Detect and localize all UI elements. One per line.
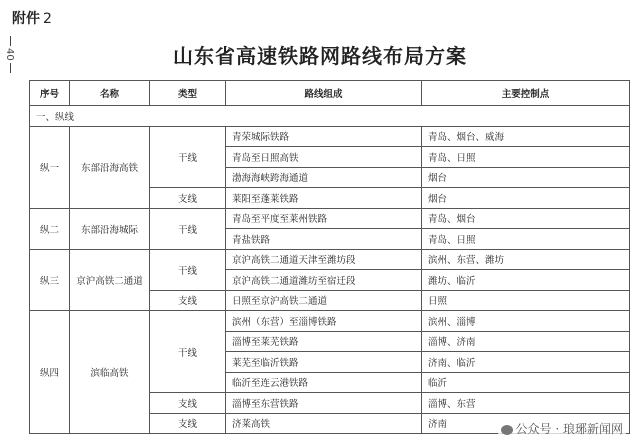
table-row bbox=[30, 311, 630, 332]
type-cell: 干线 bbox=[150, 208, 226, 249]
section-label: 一、纵线 bbox=[30, 106, 630, 127]
control-points-cell: 潍坊、临沂 bbox=[422, 270, 630, 291]
control-points-cell: 烟台 bbox=[422, 188, 630, 209]
route-cell: 淄博至东营铁路 bbox=[226, 393, 422, 414]
annex-label bbox=[12, 8, 52, 28]
control-points-cell: 青岛、烟台 bbox=[422, 208, 630, 229]
header-type: 类型 bbox=[150, 81, 226, 106]
control-points-cell: 日照 bbox=[422, 290, 630, 311]
annex-text: 附件 bbox=[12, 11, 40, 27]
route-cell: 青荣城际铁路 bbox=[226, 126, 422, 147]
control-points-cell: 淄博、济南 bbox=[422, 331, 630, 352]
type-cell: 支线 bbox=[150, 290, 226, 311]
annex-number: 2 bbox=[43, 11, 52, 27]
seq-cell: 纵四 bbox=[30, 311, 70, 434]
control-points-cell: 淄博、东营 bbox=[422, 393, 630, 414]
watermark-text: 公众号 · 琅琊新闻网 bbox=[515, 422, 623, 436]
type-cell: 支线 bbox=[150, 188, 226, 209]
route-cell: 青盐铁路 bbox=[226, 229, 422, 250]
route-cell: 渤海海峡跨海通道 bbox=[226, 167, 422, 188]
control-points-cell: 济南 bbox=[422, 413, 630, 434]
wechat-icon bbox=[501, 425, 513, 435]
name-cell: 滨临高铁 bbox=[70, 311, 150, 434]
route-cell: 淄博至莱芜铁路 bbox=[226, 331, 422, 352]
control-points-cell: 青岛、烟台、威海 bbox=[422, 126, 630, 147]
header-name: 名称 bbox=[70, 81, 150, 106]
type-cell: 干线 bbox=[150, 249, 226, 290]
route-cell: 莱芜至临沂铁路 bbox=[226, 352, 422, 373]
section-row bbox=[30, 106, 630, 127]
page-number: 40 bbox=[4, 48, 15, 61]
route-cell: 莱阳至蓬莱铁路 bbox=[226, 188, 422, 209]
name-cell: 东部沿海高铁 bbox=[70, 126, 150, 208]
route-cell: 日照至京沪高铁二通道 bbox=[226, 290, 422, 311]
control-points-cell: 青岛、日照 bbox=[422, 229, 630, 250]
seq-cell: 纵二 bbox=[30, 208, 70, 249]
route-table bbox=[29, 80, 630, 434]
route-cell: 京沪高铁二通道天津至潍坊段 bbox=[226, 249, 422, 270]
table-row bbox=[30, 126, 630, 147]
control-points-cell: 青岛、日照 bbox=[422, 147, 630, 168]
type-cell: 支线 bbox=[150, 413, 226, 434]
type-cell: 干线 bbox=[150, 311, 226, 393]
header-control-points: 主要控制点 bbox=[422, 81, 630, 106]
watermark bbox=[498, 419, 626, 438]
route-cell: 青岛至日照高铁 bbox=[226, 147, 422, 168]
control-points-cell: 临沂 bbox=[422, 372, 630, 393]
name-cell: 京沪高铁二通道 bbox=[70, 249, 150, 311]
table-row bbox=[30, 249, 630, 270]
seq-cell: 纵一 bbox=[30, 126, 70, 208]
document-title: 山东省高速铁路网路线布局方案 bbox=[173, 44, 467, 68]
control-points-cell: 滨州、淄博 bbox=[422, 311, 630, 332]
seq-cell: 纵三 bbox=[30, 249, 70, 311]
control-points-cell: 滨州、东营、潍坊 bbox=[422, 249, 630, 270]
header-route: 路线组成 bbox=[226, 81, 422, 106]
name-cell: 东部沿海城际 bbox=[70, 208, 150, 249]
route-cell: 济莱高铁 bbox=[226, 413, 422, 434]
table-row bbox=[30, 208, 630, 229]
route-cell: 滨州（东营）至淄博铁路 bbox=[226, 311, 422, 332]
type-cell: 支线 bbox=[150, 393, 226, 414]
header-seq: 序号 bbox=[30, 81, 70, 106]
route-cell: 京沪高铁二通道潍坊至宿迁段 bbox=[226, 270, 422, 291]
control-points-cell: 烟台 bbox=[422, 167, 630, 188]
route-cell: 临沂至连云港铁路 bbox=[226, 372, 422, 393]
control-points-cell: 济南、临沂 bbox=[422, 352, 630, 373]
table-header-row bbox=[30, 81, 630, 106]
route-cell: 青岛至平度至莱州铁路 bbox=[226, 208, 422, 229]
type-cell: 干线 bbox=[150, 126, 226, 188]
